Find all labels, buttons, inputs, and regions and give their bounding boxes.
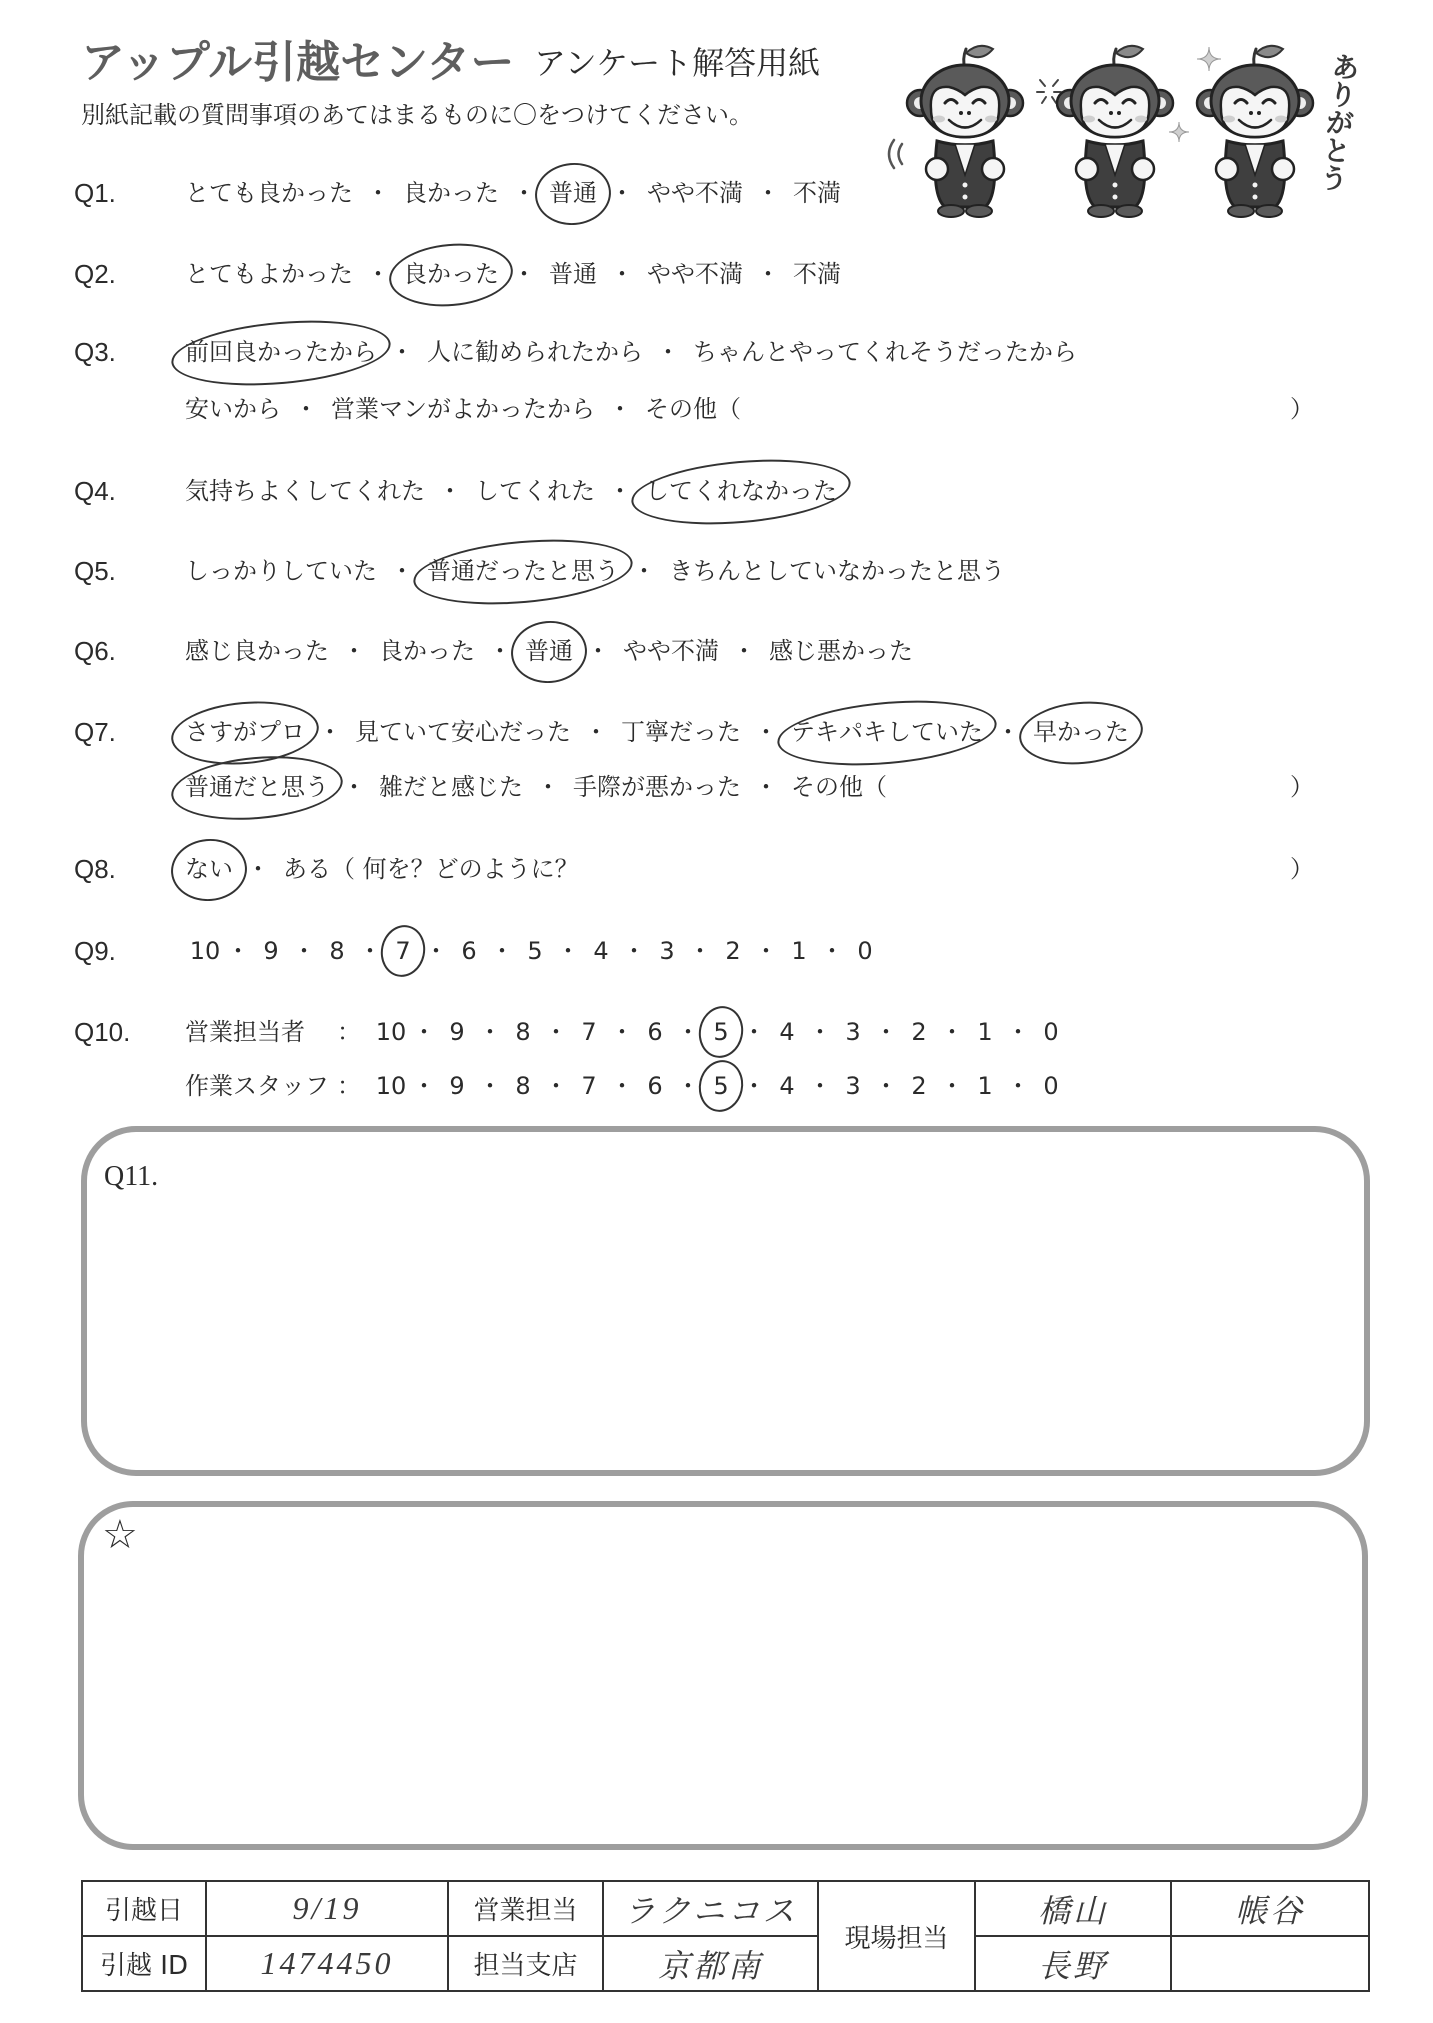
q8-line-1 — [185, 851, 1314, 887]
q10-option: 7 — [581, 1072, 597, 1100]
q10-option-circled: 5 — [701, 1068, 741, 1104]
q9-option: 6 — [461, 937, 477, 965]
option-separator: ・ — [754, 937, 778, 965]
option-separator: ・ — [584, 718, 608, 746]
option-separator: ・ — [318, 718, 342, 746]
option-separator: ・ — [556, 937, 580, 965]
option-separator: ・ — [656, 338, 680, 366]
q6-label: Q6. — [74, 636, 116, 666]
q7-option: 見ていて安心だった — [355, 718, 571, 746]
site-staff-label: 現場担当 — [818, 1881, 975, 1991]
q7-option-circled: 普通だと思う — [185, 769, 329, 805]
q5-option: しっかりしていた — [185, 557, 377, 585]
q9-option: 2 — [725, 937, 741, 965]
q11-label: Q11. — [104, 1161, 159, 1192]
q7-line-2 — [185, 769, 1314, 805]
q7-option-circled: 早かった — [1033, 714, 1129, 750]
option-separator: ・ — [610, 1018, 634, 1046]
q3-option: その他（ — [645, 395, 741, 423]
q8-option-circled: ない — [185, 851, 233, 887]
q2-option: とてもよかった — [185, 260, 353, 288]
site-staff-value: 帳谷 — [1171, 1881, 1369, 1936]
q10-option-circled: 5 — [701, 1014, 741, 1050]
option-separator: ・ — [358, 937, 382, 965]
q3-option: 営業マンがよかったから — [331, 395, 595, 423]
q7-option: 丁寧だった — [621, 718, 741, 746]
branch-value: 京都南 — [603, 1936, 818, 1991]
q6-line-1 — [185, 633, 913, 669]
option-separator: ・ — [676, 1018, 700, 1046]
q2-option: 不満 — [793, 260, 841, 288]
q5-label: Q5. — [74, 556, 116, 586]
q6-option: 感じ良かった — [185, 637, 329, 665]
q7-option: 雑だと感じた — [379, 773, 523, 801]
q10-rating-label: 作業スタッフ — [185, 1072, 329, 1100]
option-separator: ・ — [940, 1072, 964, 1100]
option-separator: ・ — [246, 855, 270, 883]
q3-line-1 — [185, 334, 1077, 370]
option-separator: ・ — [390, 557, 414, 585]
option-separator: ・ — [342, 773, 366, 801]
close-paren: ） — [1290, 773, 1314, 801]
q3-option: 安いから — [185, 395, 281, 423]
q4-option: 気持ちよくしてくれた — [185, 477, 425, 505]
option-separator: ・ — [412, 1018, 436, 1046]
option-separator: ・ — [226, 937, 250, 965]
q2-option: 普通 — [549, 260, 597, 288]
q3-label: Q3. — [74, 337, 116, 367]
option-separator: ・ — [754, 718, 778, 746]
option-separator: ・ — [586, 637, 610, 665]
option-separator: ・ — [940, 1018, 964, 1046]
close-paren: ） — [1290, 855, 1314, 883]
option-separator: ・ — [820, 937, 844, 965]
q1-label: Q1. — [74, 178, 116, 208]
q10-line-1 — [185, 1014, 1071, 1050]
q9-option-circled: 7 — [383, 933, 423, 969]
option-separator: ・ — [490, 937, 514, 965]
move-date-value: 9/19 — [206, 1881, 448, 1936]
q10-option: 6 — [647, 1072, 663, 1100]
q5-option-circled: 普通だったと思う — [427, 553, 619, 589]
q9-line-1 — [185, 933, 885, 969]
q10-option: 9 — [449, 1018, 465, 1046]
mascot-illustration — [880, 40, 1330, 225]
q10-option: 6 — [647, 1018, 663, 1046]
q1-option: とても良かった — [185, 179, 353, 207]
q4-option-circled: してくれなかった — [645, 473, 837, 509]
option-separator: ・ — [1006, 1018, 1030, 1046]
motion-lines — [889, 140, 902, 168]
q10-option: 4 — [779, 1072, 795, 1100]
move-id-value: 1474450 — [206, 1936, 448, 1991]
option-separator: ・ — [512, 260, 536, 288]
q10-option: 1 — [977, 1018, 993, 1046]
option-separator: ・ — [996, 718, 1020, 746]
sales-rep-label: 営業担当 — [448, 1881, 603, 1936]
q5-line-1 — [185, 553, 1005, 589]
q9-option: 8 — [329, 937, 345, 965]
q1-option-circled: 普通 — [549, 175, 597, 211]
option-separator: ・ — [292, 937, 316, 965]
option-separator: ・ — [632, 557, 656, 585]
q9-option: 5 — [527, 937, 543, 965]
q10-rating-label: 営業担当者 — [185, 1018, 305, 1046]
option-separator: ・ — [488, 637, 512, 665]
company-title: アップル引越センター — [81, 37, 515, 88]
q1-option: やや不満 — [647, 179, 743, 207]
q8-option: ある（ 何を？どのように？ — [283, 855, 579, 883]
q10-option: 7 — [581, 1018, 597, 1046]
move-id-label: 引越 ID — [82, 1936, 206, 1991]
q2-line-1 — [185, 256, 841, 292]
q10-option: 10 — [375, 1018, 407, 1046]
mascot-monkey-left — [907, 46, 1023, 217]
q8-label: Q8. — [74, 854, 116, 884]
q7-option: 手際が悪かった — [573, 773, 741, 801]
q10-option: 8 — [515, 1018, 531, 1046]
mascot-caption: ありがとう — [1314, 50, 1363, 194]
option-separator: ・ — [390, 338, 414, 366]
q10-option: 9 — [449, 1072, 465, 1100]
q10-option: 0 — [1043, 1072, 1059, 1100]
move-date-label: 引越日 — [82, 1881, 206, 1936]
branch-label: 担当支店 — [448, 1936, 603, 1991]
q4-label: Q4. — [74, 476, 116, 506]
instruction-text: 別紙記載の質問事項のあてはまるものに〇をつけてください。 — [81, 101, 753, 129]
q10-option: 3 — [845, 1018, 861, 1046]
q10-option: 8 — [515, 1072, 531, 1100]
option-separator: ・ — [742, 1018, 766, 1046]
star-answer-box — [78, 1501, 1368, 1850]
q10-option: 1 — [977, 1072, 993, 1100]
option-separator: ・ — [366, 260, 390, 288]
option-separator: ・ — [478, 1018, 502, 1046]
option-separator: ・ — [688, 937, 712, 965]
option-separator: ・ — [608, 395, 632, 423]
option-separator: ・ — [294, 395, 318, 423]
sparkle-icon — [1169, 122, 1189, 142]
q9-option: 9 — [263, 937, 279, 965]
q1-option: 不満 — [793, 179, 841, 207]
q9-option: 4 — [593, 937, 609, 965]
q9-option: 10 — [189, 937, 221, 965]
q3-line-2 — [185, 391, 1314, 427]
option-separator: ・ — [808, 1018, 832, 1046]
q10-option: 0 — [1043, 1018, 1059, 1046]
q6-option: 感じ悪かった — [769, 637, 913, 665]
q2-label: Q2. — [74, 259, 116, 289]
q6-option: やや不満 — [623, 637, 719, 665]
q3-option: ちゃんとやってくれそうだったから — [693, 338, 1077, 366]
q9-option: 0 — [857, 937, 873, 965]
option-separator: ・ — [732, 637, 756, 665]
option-separator: ・ — [544, 1018, 568, 1046]
option-separator: ・ — [544, 1072, 568, 1100]
q10-option: 2 — [911, 1018, 927, 1046]
q4-line-1 — [185, 473, 837, 509]
site-staff-empty-cell — [1171, 1936, 1369, 1991]
q3-option-circled: 前回良かったから — [185, 334, 377, 370]
site-staff-value: 長野 — [975, 1936, 1171, 1991]
q7-option: その他（ — [791, 773, 887, 801]
option-separator: ・ — [412, 1072, 436, 1100]
q1-option: 良かった — [403, 179, 499, 207]
q9-label: Q9. — [74, 936, 116, 966]
q2-option-circled: 良かった — [403, 256, 499, 292]
q5-option: きちんとしていなかったと思う — [669, 557, 1005, 585]
option-separator: ・ — [756, 179, 780, 207]
option-separator: ・ — [874, 1072, 898, 1100]
q7-line-1 — [185, 714, 1129, 750]
q2-option: やや不満 — [647, 260, 743, 288]
q10-option: 4 — [779, 1018, 795, 1046]
option-separator: ・ — [424, 937, 448, 965]
q7-option-circled: さすがプロ — [185, 714, 305, 750]
option-separator: ・ — [536, 773, 560, 801]
info-table — [81, 1880, 1370, 1992]
option-separator: ・ — [756, 260, 780, 288]
option-separator: ・ — [874, 1018, 898, 1046]
q10-option: 3 — [845, 1072, 861, 1100]
form-title: アンケート解答用紙 — [534, 44, 821, 82]
option-separator: ・ — [478, 1072, 502, 1100]
q7-label: Q7. — [74, 717, 116, 747]
sales-rep-value: ラクニコス — [603, 1881, 818, 1936]
mascot-monkey-center — [1057, 46, 1173, 217]
label-colon: ： — [337, 1018, 361, 1046]
q10-option: 10 — [375, 1072, 407, 1100]
q9-option: 1 — [791, 937, 807, 965]
option-separator: ・ — [610, 179, 634, 207]
option-separator: ・ — [512, 179, 536, 207]
option-separator: ・ — [342, 637, 366, 665]
mascot-monkey-right — [1197, 46, 1313, 217]
option-separator: ・ — [608, 477, 632, 505]
q10-label: Q10. — [74, 1017, 131, 1047]
q9-option: 3 — [659, 937, 675, 965]
q10-option: 2 — [911, 1072, 927, 1100]
q10-line-2 — [185, 1068, 1071, 1104]
star-icon: ☆ — [102, 1512, 138, 1558]
site-staff-value: 橋山 — [975, 1881, 1171, 1936]
option-separator: ・ — [366, 179, 390, 207]
q7-option-circled: テキパキしていた — [791, 714, 983, 750]
q6-option-circled: 普通 — [525, 633, 573, 669]
q6-option: 良かった — [379, 637, 475, 665]
sparkle-icon — [1197, 47, 1221, 71]
q4-option: してくれた — [475, 477, 595, 505]
q11-answer-box — [81, 1126, 1370, 1476]
option-separator: ・ — [754, 773, 778, 801]
option-separator: ・ — [610, 260, 634, 288]
option-separator: ・ — [676, 1072, 700, 1100]
option-separator: ・ — [808, 1072, 832, 1100]
option-separator: ・ — [742, 1072, 766, 1100]
option-separator: ・ — [622, 937, 646, 965]
q1-line-1 — [185, 175, 841, 211]
close-paren: ） — [1290, 395, 1314, 423]
option-separator: ・ — [610, 1072, 634, 1100]
q3-option: 人に勧められたから — [427, 338, 643, 366]
option-separator: ・ — [438, 477, 462, 505]
label-colon: ： — [337, 1072, 361, 1100]
option-separator: ・ — [1006, 1072, 1030, 1100]
